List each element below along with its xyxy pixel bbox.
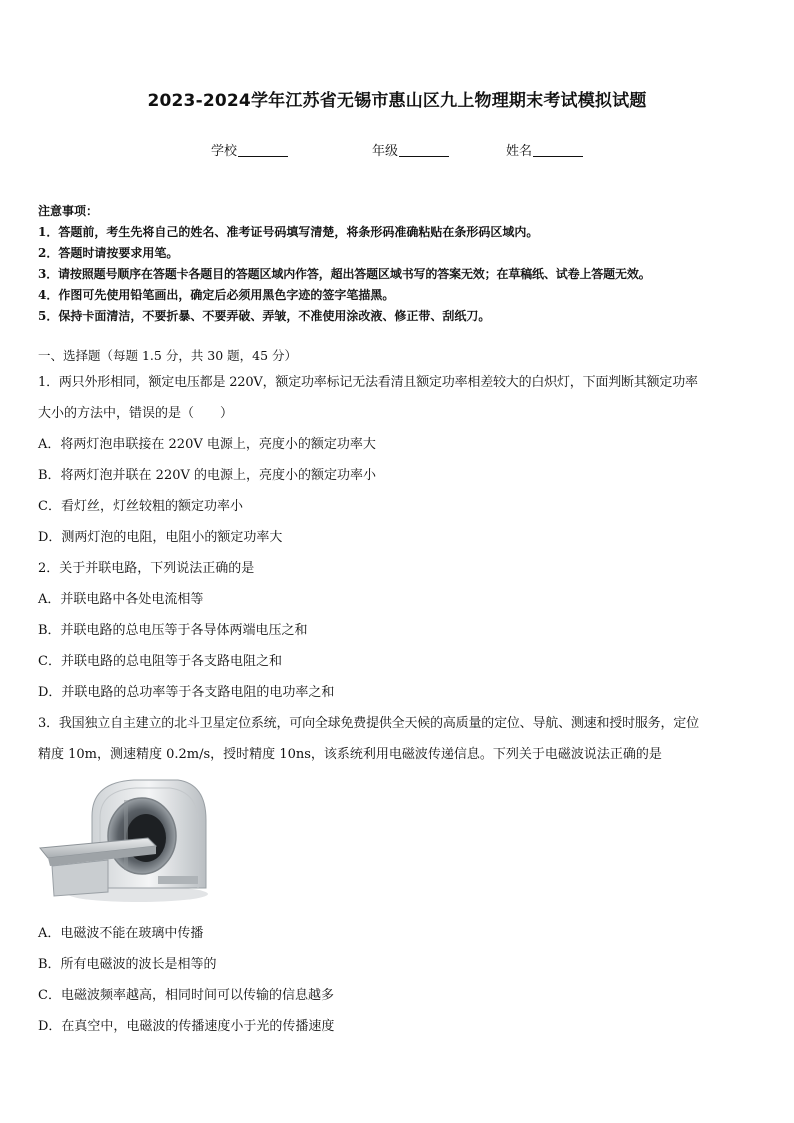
school-label: 学校 [211,144,238,159]
option-c: C．看灯丝，灯丝较粗的额定功率小 [38,499,243,514]
page-title: 2023-2024学年江苏省无锡市惠山区九上物理期末考试模拟试题 [147,91,647,111]
question-1 [38,367,760,553]
option-d: D．并联电路的总功率等于各支路电阻的电功率之和 [38,685,335,700]
notice-heading: 注意事项： [38,204,99,218]
name-label: 姓名 [506,144,533,159]
option-d: D．在真空中，电磁波的传播速度小于光的传播速度 [38,1019,335,1034]
question-stem-line: 2．关于并联电路，下列说法正确的是 [38,561,255,576]
question-stem-line: 3．我国独立自主建立的北斗卫星定位系统，可向全球免费提供全天候的高质量的定位、导航、测速和授时服务，定位 [38,716,699,731]
option-d: D．测两灯泡的电阻，电阻小的额定功率大 [38,530,283,545]
option-a: A．将两灯泡串联接在 220V 电源上，亮度小的额定功率大 [38,437,376,452]
option-a: A．电磁波不能在玻璃中传播 [38,926,204,941]
question-stem-line: 大小的方法中，错误的是（ ） [38,406,234,421]
grade-field [372,140,449,159]
option-c: C．并联电路的总电阻等于各支路电阻之和 [38,654,282,669]
name-field [506,140,583,159]
school-blank[interactable] [238,156,288,157]
name-blank[interactable] [533,156,583,157]
grade-label: 年级 [372,144,399,159]
grade-blank[interactable] [399,156,449,157]
question-2 [38,553,760,770]
notice-item: 3．请按照题号顺序在答题卡各题目的答题区域内作答，超出答题区域书写的答案无效；在草稿纸、试卷上答题无效。 [38,267,651,281]
option-a: A．并联电路中各处电流相等 [38,592,204,607]
mri-machine-image [38,776,210,904]
section-heading: 一、选择题（每题 1.5 分，共 30 题，45 分） [38,348,298,363]
option-b: B．并联电路的总电压等于各导体两端电压之和 [38,623,308,638]
option-c: C．电磁波频率越高，相同时间可以传输的信息越多 [38,988,334,1003]
notice-item: 1．答题前，考生先将自己的姓名、准考证号码填写清楚，将条形码准确粘贴在条形码区域内。 [38,225,539,239]
question-stem-line: 1．两只外形相同，额定电压都是 220V，额定功率标记无法看清且额定功率相差较大的白炽灯，下面判断其额定功率 [38,375,698,390]
notice-item: 4．作图可先使用铅笔画出，确定后必须用黑色字迹的签字笔描黑。 [38,288,395,302]
question-3-options [38,918,760,1042]
school-field [211,140,288,159]
option-b: B．将两灯泡并联在 220V 的电源上，亮度小的额定功率小 [38,468,377,483]
notice-item: 2．答题时请按要求用笔。 [38,246,179,260]
notice-item: 5．保持卡面清洁，不要折暴、不要弄破、弄皱，不准使用涂改液、修正带、刮纸刀。 [38,309,491,323]
option-b: B．所有电磁波的波长是相等的 [38,957,217,972]
question-stem-line: 精度 10m，测速精度 0.2m/s，授时精度 10ns，该系统利用电磁波传递信息。下列关于电磁波说法正确的是 [38,747,662,762]
notice-block [38,201,768,327]
